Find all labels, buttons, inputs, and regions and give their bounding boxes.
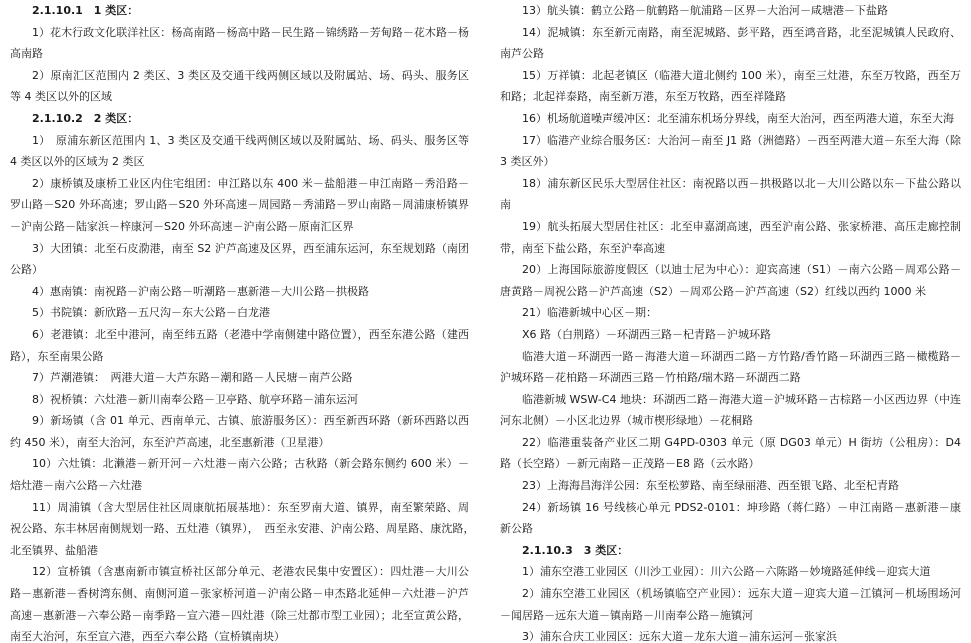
paragraph: 3）大团镇：北至石皮泐港，南至 S2 沪芦高速及区界，西至浦东运河，东至规划路（南团公路） — [10, 241, 469, 277]
paragraph: 9）新场镇（含 01 单元、西南单元、古镇、旅游服务区）：西至新西环路（新环西路以西约 450 米），南至大治河，东至沪芦高速，北至惠新港（卫星港） — [10, 414, 469, 449]
paragraph: 6）老港镇：北至中港河，南至纬五路（老港中学南侧建中路位置），西至东港公路（建西路），东至南果公路 — [10, 327, 469, 363]
paragraph: 12）宣桥镇（含惠南新市镇宣桥社区部分单元、老港农民集中安置区）：四灶港－大川公路－惠新港－香树湾东侧、南侧河道－张家桥河道－沪南公路－申杰路北延伸－六灶港－沪芦高速－惠新港－六奉公路－南季路－宣六港－四灶港（除三灶都市型工业园）；北至宣黄公路，南至大治河，东至宣六港，西至六奉公路（宣桥镇南块） — [10, 565, 469, 643]
paragraph: 16）机场航道噪声缓冲区：北至浦东机场分界线，南至大治河，西至两港大道，东至大海 — [522, 111, 954, 125]
paragraph: 20）上海国际旅游度假区（以迪士尼为中心）：迎宾高速（S1）－南六公路－周邓公路－唐黄路－周祝公路－沪芦高速（S2）－周邓公路－沪芦高速（S2）红线以西约 1000 米 — [500, 263, 961, 298]
paragraph: 23）上海海昌海洋公园：东至松萝路、南至绿丽港、西至银飞路、北至杞青路 — [522, 479, 899, 493]
paragraph: X6 路（白荆路）－环湖西三路－杞青路－沪城环路 — [522, 327, 772, 341]
paragraph: 7）芦潮港镇： 两港大道－大芦东路－潮和路－人民塘－南芦公路 — [32, 371, 353, 385]
paragraph: 3）浦东合庆工业园区：远东大道－龙东大道－浦东运河－张家浜 — [522, 630, 837, 643]
section-heading-class2: 2.1.10.2 2 类区： — [32, 111, 139, 125]
paragraph: 10）六灶镇：北濑港－新开河－六灶港－南六公路；古秋路（新会路东侧约 600 米）－焙灶港－南六公路－六灶港 — [10, 457, 469, 493]
paragraph: 14）泥城镇：东至新元南路，南至泥城路、彭平路，西至鸿音路，北至泥城镇人民政府、南芦公路 — [500, 25, 961, 61]
left-column — [0, 0, 485, 643]
paragraph: 21）临港新城中心区－期： — [522, 306, 657, 320]
paragraph: 24）新场镇 16 号线核心单元 PDS2-0101：坤珍路（蒋仁路）－申江南路－惠新港－康新公路 — [500, 500, 961, 536]
section-heading-class3: 2.1.10.3 3 类区： — [522, 543, 629, 557]
paragraph: 15）万祥镇：北起老镇区（临港大道北侧约 100 米），南至三灶港，东至万牧路，西至万和路；北起祥泰路，南至新万港，东至万牧路，西至祥隆路 — [500, 68, 961, 104]
paragraph: 8）祝桥镇：六灶港－新川南奉公路－卫亭路、航亭环路－浦东运河 — [32, 392, 358, 406]
paragraph: 13）航头镇：鹤立公路－航鹤路－航浦路－区界－大治河－咸塘港－下盐路 — [522, 4, 888, 17]
section-heading-class1: 2.1.10.1 1 类区： — [32, 4, 139, 17]
paragraph: 22）临港重装备产业区二期 G4PD-0303 单元（原 DG03 单元）H 街坊（公租房）：D4 路（长空路）－新元南路－正茂路－E8 路（云水路） — [500, 435, 961, 471]
paragraph: 1）浦东空港工业园区（川沙工业园）：川六公路－六陈路－妙境路延伸线－迎宾大道 — [522, 565, 931, 579]
paragraph: 17）临港产业综合服务区：大治河－南至 J1 路（洲德路）－西至两港大道－东至大海（除 3 类区外） — [500, 133, 961, 169]
right-column — [485, 0, 971, 643]
paragraph: 2）浦东空港工业园区（机场镇临空产业园）：远东大道－迎宾大道－江镇河－机场围场河－闻居路－远东大道－镇南路－川南奉公路－施镇河 — [500, 587, 961, 622]
paragraph: 1） 原浦东新区范围内 1、3 类区及交通干线两侧区域以及附属站、场、码头、服务区等 4 类区以外的区域为 2 类区 — [10, 133, 469, 169]
paragraph: 18）浦东新区民乐大型居住社区：南祝路以西－拱极路以北－大川公路以东－下盐公路以南 — [500, 176, 961, 212]
paragraph: 19）航头拓展大型居住社区：北至申嘉湖高速，西至沪南公路、张家桥港、高压走廊控制带，南至下盐公路，东至沪奉高速 — [500, 219, 961, 255]
paragraph: 1）花木行政文化联洋社区：杨高南路－杨高中路－民生路－锦绣路－芳甸路－花木路－杨高南路 — [10, 25, 469, 61]
paragraph: 临港大道－环湖西一路－海港大道－环湖西二路－方竹路/香竹路－环湖西三路－橄榄路－沪城环路－花柏路－环湖西三路－竹柏路/瑞木路－环湖西二路 — [500, 349, 961, 385]
paragraph: 4）惠南镇：南祝路－沪南公路－听潮路－惠新港－大川公路－拱极路 — [32, 284, 369, 298]
paragraph: 2）康桥镇及康桥工业区内住宅组团：申江路以东 400 米－盐船港－申江南路－秀沿路－罗山路－S20 外环高速；罗山路－S20 外环高速－周园路－秀浦路－罗山南路－周浦康桥镇界－沪南公路－陆家浜－梓康河－S20 外环高速－沪南公路－原南汇区界 — [10, 176, 469, 233]
paragraph: 5）书院镇：新欣路－五尺沟－东大公路－白龙港 — [32, 306, 270, 320]
paragraph: 2）原南汇区范围内 2 类区、3 类区及交通干线两侧区域以及附属站、场、码头、服务区等 4 类区以外的区域 — [10, 68, 469, 104]
paragraph: 11）周浦镇（含大型居住社区周康航拓展基地）：东至罗南大道、镇界，南至繁荣路、周祝公路、东丰林居南侧规划一路、五灶港（镇界）， 西至永安港、沪南公路、周星路、康沈路， 北至镇界、盐船港 — [10, 500, 480, 557]
paragraph: 临港新城 WSW-C4 地块：环湖西二路－海港大道－沪城环路－古棕路－小区西边界（中连河东北侧）－小区北边界（城市楔形绿地）－花桐路 — [500, 392, 961, 428]
